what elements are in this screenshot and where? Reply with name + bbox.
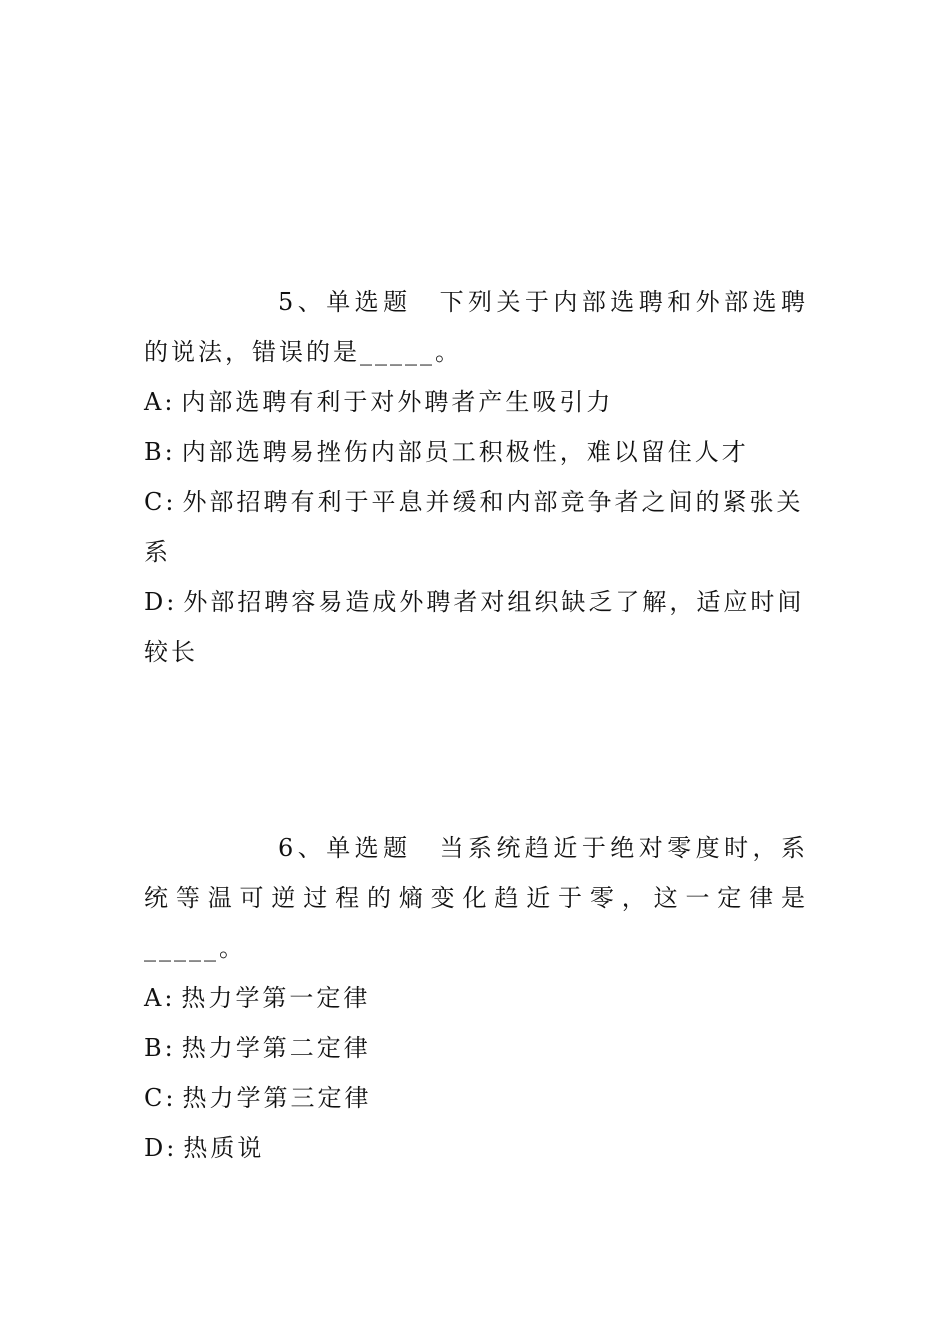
option-text: 外部招聘容易造成外聘者对组织缺乏了解，适应时间较长 (144, 588, 805, 666)
option-d (144, 577, 808, 677)
option-b (144, 427, 808, 477)
option-letter: D: (144, 588, 178, 616)
option-text: 外部招聘有利于平息并缓和内部竞争者之间的紧张关系 (144, 488, 804, 566)
question-text: 当系统趋近于绝对零度时，系统等温可逆过程的熵变化趋近于零，这一定律是_____。 (144, 834, 809, 962)
option-text: 热力学第二定律 (181, 1034, 371, 1062)
option-letter: D: (144, 1134, 178, 1162)
option-text: 热力学第三定律 (182, 1084, 372, 1112)
option-c (144, 1073, 808, 1123)
option-a (144, 973, 808, 1023)
option-letter: B: (144, 1034, 176, 1062)
option-b (144, 1023, 808, 1073)
question-number: 5、 (278, 288, 327, 316)
question-type: 单选题 (326, 288, 412, 316)
option-c (144, 477, 808, 577)
option-letter: A: (144, 984, 176, 1012)
option-d (144, 1123, 808, 1173)
option-text: 热质说 (183, 1134, 265, 1162)
question-stem (144, 277, 808, 377)
question-stem (144, 823, 808, 973)
question-6 (144, 823, 808, 1173)
option-letter: C: (144, 488, 177, 516)
question-5 (144, 277, 808, 677)
option-text: 内部选聘有利于对外聘者产生吸引力 (181, 388, 614, 416)
question-number: 6、 (278, 834, 327, 862)
question-text: 下列关于内部选聘和外部选聘的说法，错误的是_____。 (144, 288, 809, 366)
option-text: 热力学第一定律 (181, 984, 371, 1012)
option-a (144, 377, 808, 427)
option-text: 内部选聘易挫伤内部员工积极性，难以留住人才 (181, 438, 749, 466)
question-type: 单选题 (326, 834, 412, 862)
option-letter: A: (144, 388, 176, 416)
option-letter: B: (144, 438, 176, 466)
option-letter: C: (144, 1084, 177, 1112)
